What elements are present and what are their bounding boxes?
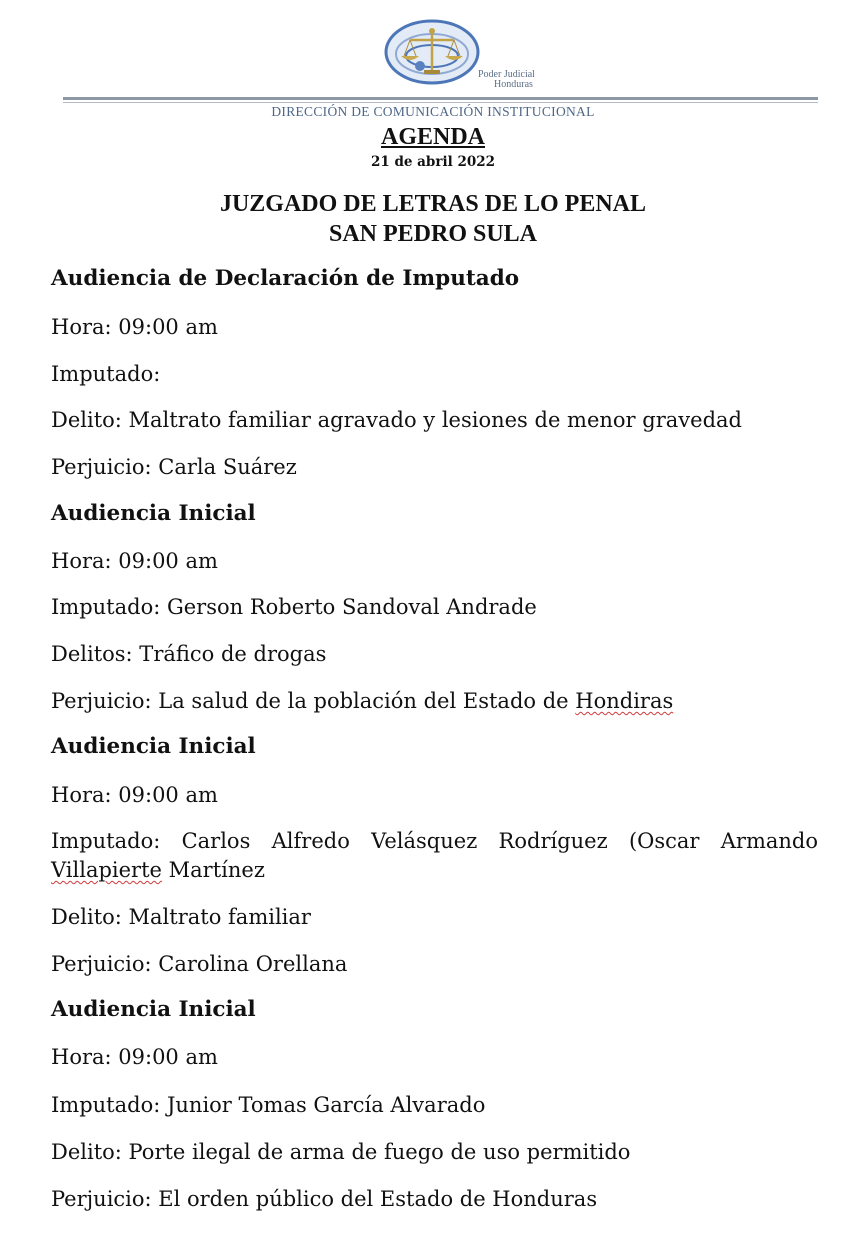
hearing-defendant: Imputado: Gerson Roberto Sandoval Andrade [51, 595, 537, 619]
hearing-time: Hora: 09:00 am [51, 1045, 218, 1069]
hearing-offense: Delitos: Tráfico de drogas [51, 642, 327, 666]
hearing-offense: Delito: Porte ilegal de arma de fuego de uso permitido [51, 1140, 631, 1164]
spellcheck-flagged-word: Hondiras [575, 689, 674, 713]
letterhead-rule-thin [63, 102, 818, 103]
hearing-title: Audiencia de Declaración de Imputado [51, 266, 520, 291]
hearing-title: Audiencia Inicial [51, 734, 256, 759]
logo-caption [478, 70, 535, 90]
agenda-date: 21 de abril 2022 [370, 154, 496, 170]
defendant-word: (Oscar [628, 829, 700, 853]
court-name: JUZGADO DE LETRAS DE LO PENAL [219, 191, 647, 217]
defendant-word: Velásquez [371, 829, 478, 853]
logo-caption-line2: Honduras [494, 79, 533, 90]
department-name: DIRECCIÓN DE COMUNICACIÓN INSTITUCIONAL [271, 104, 595, 119]
hearing-injured-party [51, 688, 673, 714]
hearing-defendant-continued [51, 857, 265, 883]
logo-caption-line1: Poder Judicial [478, 69, 535, 80]
injured-party-text: Perjuicio: La salud de la población del Estado de [51, 689, 576, 713]
hearing-time: Hora: 09:00 am [51, 783, 218, 807]
hearing-time: Hora: 09:00 am [51, 549, 218, 573]
hearing-offense: Delito: Maltrato familiar agravado y lesiones de menor gravedad [51, 408, 742, 432]
hearing-injured-party: Perjuicio: El orden público del Estado de Honduras [51, 1187, 598, 1211]
defendant-word: Armando [720, 829, 818, 853]
hearing-offense: Delito: Maltrato familiar [51, 905, 311, 929]
hearing-title: Audiencia Inicial [51, 501, 256, 526]
spellcheck-flagged-word: Villapierte [51, 858, 162, 882]
hearing-injured-party: Perjuicio: Carla Suárez [51, 455, 297, 479]
hearing-defendant [51, 828, 818, 854]
defendant-word: Carlos [181, 829, 251, 853]
letterhead-rule [63, 97, 818, 100]
defendant-word: Rodríguez [498, 829, 608, 853]
hearing-title: Audiencia Inicial [51, 997, 256, 1022]
defendant-word: Alfredo [271, 829, 350, 853]
hearing-defendant: Imputado: [51, 362, 161, 386]
page-title: AGENDA [380, 124, 485, 150]
hearing-injured-party: Perjuicio: Carolina Orellana [51, 952, 348, 976]
hearing-defendant: Imputado: Junior Tomas García Alvarado [51, 1093, 486, 1117]
hearing-time: Hora: 09:00 am [51, 315, 218, 339]
defendant-word: Imputado: [51, 829, 161, 853]
court-city: SAN PEDRO SULA [328, 221, 538, 247]
defendant-surname: Martínez [161, 858, 265, 882]
